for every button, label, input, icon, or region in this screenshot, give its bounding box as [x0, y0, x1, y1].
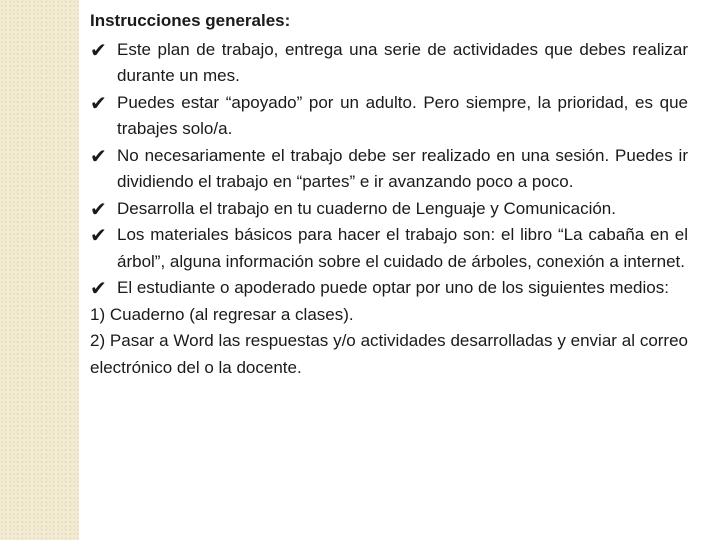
checkmark-icon: ✔ [90, 276, 107, 300]
checkmark-icon: ✔ [90, 143, 107, 168]
list-item-text: Puedes estar “apoyado” por un adulto. Pero siempre, la prioridad, es que trabajes solo/a. [117, 92, 688, 138]
list-item [90, 37, 688, 90]
checkmark-icon: ✔ [90, 196, 107, 221]
list-item-text: El estudiante o apoderado puede optar por uno de los siguientes medios: [117, 278, 669, 297]
checkmark-icon: ✔ [90, 223, 107, 247]
instructions-panel [90, 8, 688, 381]
option-word-email: 2) Pasar a Word las respuestas y/o actividades desarrolladas y enviar al correo electrónico del o la docente. [90, 331, 688, 377]
list-item [90, 275, 688, 302]
instructions-list [90, 37, 688, 302]
checkmark-icon: ✔ [90, 37, 107, 62]
checkmark-icon: ✔ [90, 90, 107, 115]
list-item [90, 143, 688, 196]
list-item [90, 222, 688, 275]
decorative-side-band [0, 0, 79, 540]
list-item [90, 90, 688, 143]
option-cuaderno: 1) Cuaderno (al regresar a clases). [90, 304, 354, 324]
instructions-title: Instrucciones generales: [90, 11, 291, 30]
list-item [90, 196, 688, 223]
list-item-text: Los materiales básicos para hacer el trabajo son: el libro “La cabaña en el árbol”, alguna información sobre el cuidado de árboles, conexión a internet. [117, 225, 688, 271]
list-item-text: Este plan de trabajo, entrega una serie de actividades que debes realizar durante un mes. [117, 39, 688, 85]
list-item-text: No necesariamente el trabajo debe ser realizado en una sesión. Puedes ir dividiendo el trabajo en “partes” e ir avanzando poco a poco. [117, 145, 688, 191]
list-item-text: Desarrolla el trabajo en tu cuaderno de Lenguaje y Comunicación. [117, 198, 616, 218]
